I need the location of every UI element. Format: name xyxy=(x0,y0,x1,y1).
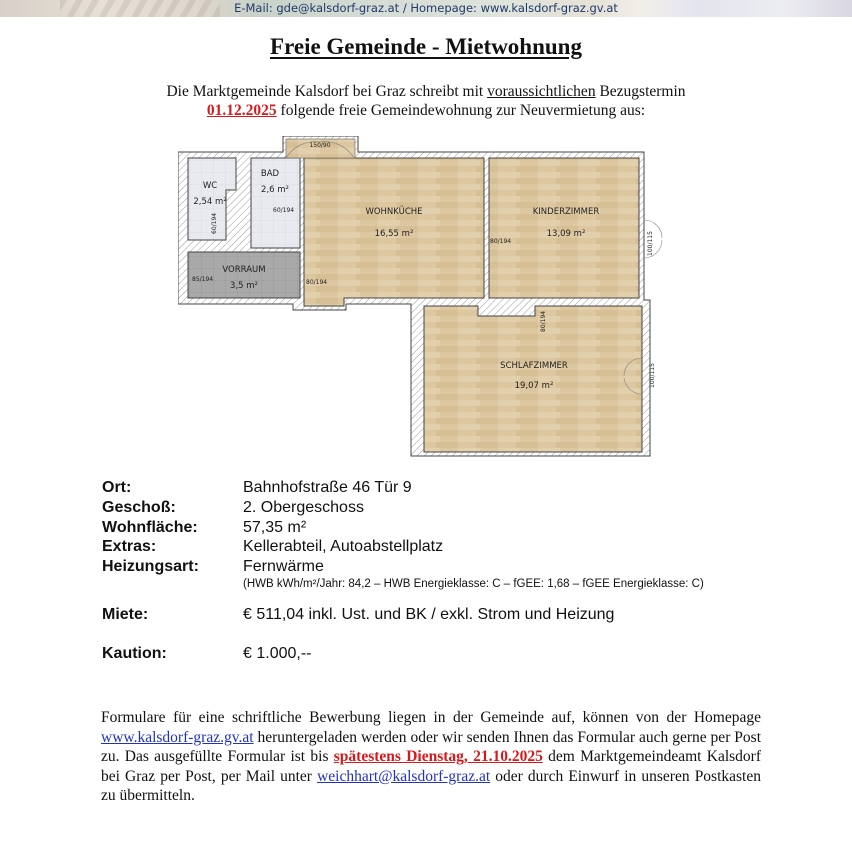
svg-text:WC: WC xyxy=(202,181,218,191)
body-text: dem Marktgemeindeamt Kalsdorf bei Graz per Post, per Mail unter xyxy=(101,748,762,785)
fact-row-geschoss xyxy=(102,498,782,518)
svg-text:100/115: 100/115 xyxy=(649,363,656,388)
svg-text:2,54 m²: 2,54 m² xyxy=(193,197,227,207)
fact-label: Geschoß: xyxy=(102,498,176,516)
fact-row-heizungsart xyxy=(102,557,782,577)
room-wohnkueche xyxy=(304,158,484,306)
homepage-link[interactable]: www.kalsdorf-graz.gv.at xyxy=(101,728,254,746)
svg-text:SCHLAFZIMMER: SCHLAFZIMMER xyxy=(500,361,568,371)
fact-label: Miete: xyxy=(102,605,149,623)
fact-row-extras xyxy=(102,537,782,557)
fact-value: Fernwärme xyxy=(243,558,324,576)
room-bad xyxy=(251,158,300,248)
fact-value: Bahnhofstraße 46 Tür 9 xyxy=(243,479,412,496)
svg-text:150/90: 150/90 xyxy=(309,142,331,149)
intro-text: folgende freie Gemeindewohnung zur Neuvermietung aus: xyxy=(276,102,646,119)
application-deadline: spätestens Dienstag, 21.10.2025 xyxy=(333,748,543,766)
svg-text:60/194: 60/194 xyxy=(273,207,295,214)
header-contact-line: E-Mail: gde@kalsdorf-graz.at / Homepage: www.kalsdorf-graz.gv.at xyxy=(234,1,618,15)
intro-text: Bezugstermin xyxy=(595,83,686,100)
move-in-date: 01.12.2025 xyxy=(206,102,277,119)
fact-label: Heizungsart: xyxy=(102,558,199,576)
svg-text:3,5 m²: 3,5 m² xyxy=(230,281,258,291)
intro-paragraph xyxy=(100,82,752,120)
svg-text:VORRAUM: VORRAUM xyxy=(222,265,266,275)
svg-text:WOHNKÜCHE: WOHNKÜCHE xyxy=(365,207,423,217)
fact-row-miete xyxy=(102,605,782,625)
body-text: Formulare für eine schriftliche Bewerbung liegen in der Gemeinde auf, können von der Homepage xyxy=(101,709,761,726)
deposit-value: € 1.000,-- xyxy=(243,644,312,662)
svg-text:BAD: BAD xyxy=(260,169,280,179)
application-instructions xyxy=(101,708,761,806)
svg-text:KINDERZIMMER: KINDERZIMMER xyxy=(532,207,600,217)
intro-underlined-word: voraussichtlichen xyxy=(487,83,596,100)
fact-row-ort xyxy=(102,478,782,498)
room-schlafzimmer xyxy=(424,306,656,452)
svg-text:85/194: 85/194 xyxy=(192,276,214,283)
fact-label: Extras: xyxy=(102,538,157,556)
svg-text:16,55 m²: 16,55 m² xyxy=(374,229,414,239)
fact-label: Kaution: xyxy=(102,644,167,662)
fact-row-wohnflaeche xyxy=(102,518,782,538)
rent-value: € 511,04 inkl. Ust. und BK / exkl. Strom und Heizung xyxy=(243,605,615,623)
svg-text:100/115: 100/115 xyxy=(647,231,654,256)
letterhead-banner xyxy=(0,0,852,17)
floor-plan xyxy=(178,136,678,462)
fact-label: Wohnfläche: xyxy=(102,518,198,536)
email-link[interactable]: weichhart@kalsdorf-graz.at xyxy=(317,767,491,785)
intro-text: Die Marktgemeinde Kalsdorf bei Graz schreibt mit xyxy=(166,83,488,100)
fact-row-kaution xyxy=(102,644,782,664)
svg-text:19,07 m²: 19,07 m² xyxy=(514,381,554,391)
fact-label: Ort: xyxy=(102,479,132,496)
body-text: oder durch Einwurf in unseren Postkasten zu übermitteln. xyxy=(101,767,761,805)
body-text: heruntergeladen werden oder wir senden Ihnen das Formular auch gerne per Post zu. Das ausgefüllte Formular ist bis xyxy=(101,728,761,766)
balcony-door xyxy=(286,139,355,158)
fact-value: Kellerabteil, Autoabstellplatz xyxy=(243,538,444,556)
page-title: Freie Gemeinde - Mietwohnung xyxy=(270,34,582,59)
svg-text:60/194: 60/194 xyxy=(211,212,218,234)
room-vorraum xyxy=(188,252,300,298)
svg-text:2,6 m²: 2,6 m² xyxy=(261,185,289,195)
fact-value: 57,35 m² xyxy=(243,518,307,536)
fact-value: 2. Obergeschoss xyxy=(243,498,364,516)
svg-text:13,09 m²: 13,09 m² xyxy=(546,229,586,239)
apartment-facts xyxy=(102,478,782,664)
room-kinderzimmer xyxy=(489,158,662,298)
svg-text:80/194: 80/194 xyxy=(490,238,512,245)
svg-text:80/194: 80/194 xyxy=(540,310,547,332)
energy-certificate-note: (HWB kWh/m²/Jahr: 84,2 – HWB Energieklasse: C – fGEE: 1,68 – fGEE Energieklasse: C) xyxy=(243,577,704,590)
svg-text:80/194: 80/194 xyxy=(306,279,328,286)
